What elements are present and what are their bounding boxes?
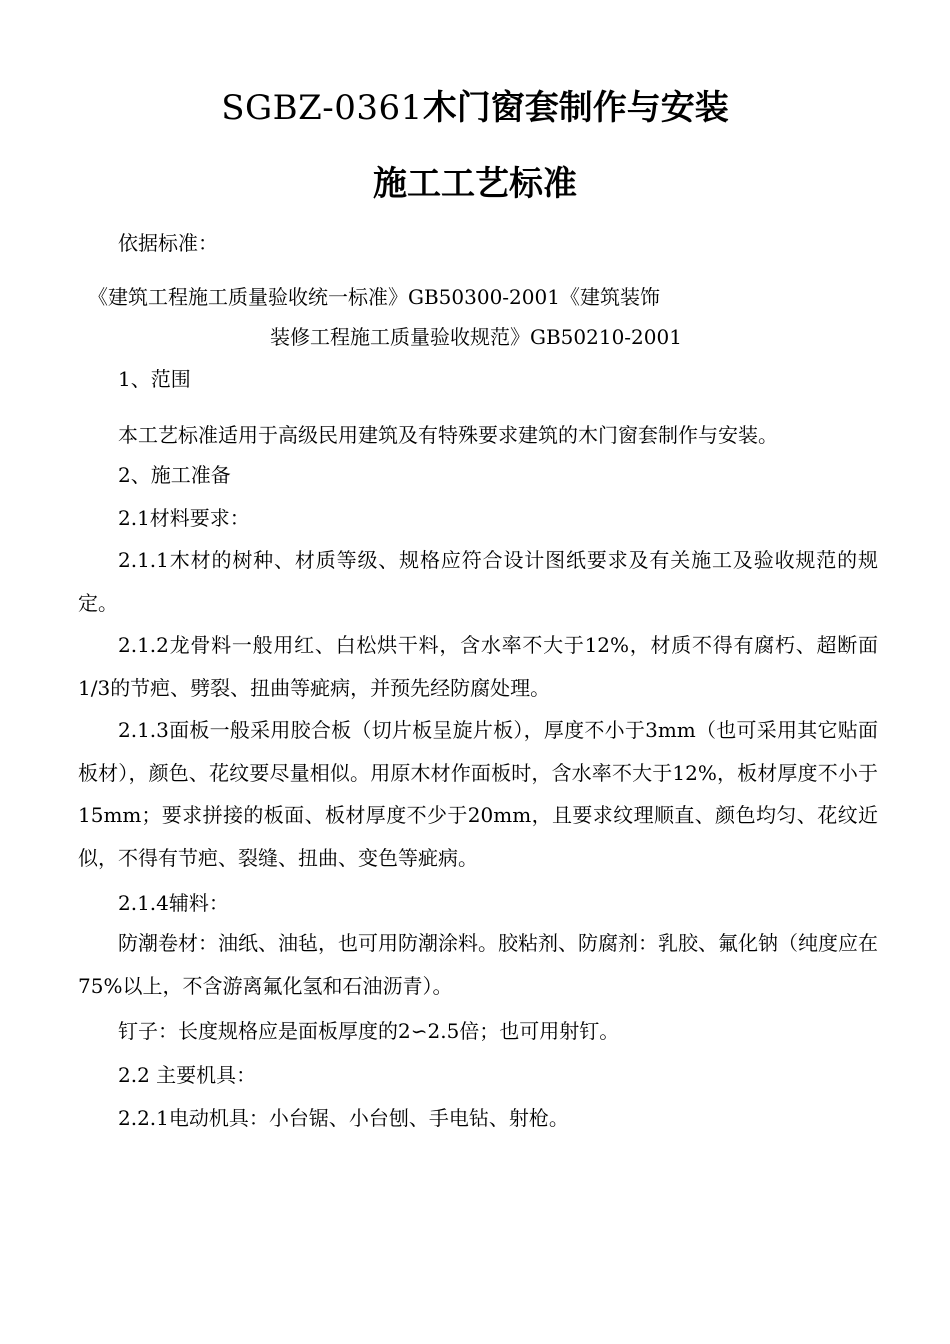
title-code: SGBZ-0361 <box>221 88 423 128</box>
paragraph-2-1-2: 2.1.2龙骨料一般用红、白松烘干料，含水率不大于12%，材质不得有腐朽、超断面1/3的节疤、劈裂、扭曲等疵病，并预先经防腐处理。 <box>78 633 878 700</box>
subsection-heading-materials: 2.1材料要求： <box>118 506 250 530</box>
subsection-heading-auxiliary: 2.1.4辅料： <box>118 891 229 915</box>
basis-standards-line-2: 装修工程施工质量验收规范》GB50210-2001 <box>270 325 682 349</box>
document-subtitle: 施工工艺标准 <box>373 164 577 204</box>
subsection-heading-tools: 2.2 主要机具： <box>118 1063 257 1087</box>
paragraph-2-1-1: 2.1.1木材的树种、材质等级、规格应符合设计图纸要求及有关施工及验收规范的规定。 <box>78 548 878 615</box>
paragraph-2-1-3: 2.1.3面板一般采用胶合板（切片板呈旋片板），厚度不小于3mm（也可采用其它贴面板材），颜色、花纹要尽量相似。用原木材作面板时，含水率不大于12%，板材厚度不小于15mm；要求拼接的板面、板材厚度不少于20mm，且要求纹理顺直、颜色均匀、花纹近似，不得有节疤、裂缝、扭曲、变色等疵病。 <box>78 718 878 870</box>
section-heading-preparation: 2、施工准备 <box>118 463 231 487</box>
basis-label: 依据标准： <box>118 231 218 255</box>
basis-standards-line-1: 《建筑工程施工质量验收统一标准》GB50300-2001《建筑装饰 <box>88 285 660 309</box>
paragraph-nails: 钉子：长度规格应是面板厚度的2∽2.5倍；也可用射钉。 <box>118 1019 620 1043</box>
section-heading-scope: 1、范围 <box>118 367 191 391</box>
title-name: 木门窗套制作与安装 <box>422 88 729 128</box>
paragraph-electric-tools: 2.2.1电动机具：小台锯、小台刨、手电钻、射枪。 <box>118 1106 569 1130</box>
document-title <box>0 84 950 132</box>
paragraph-moisture-materials: 防潮卷材：油纸、油毡，也可用防潮涂料。胶粘剂、防腐剂：乳胶、氟化钠（纯度应在75%以上，不含游离氟化氢和石油沥青）。 <box>78 931 878 998</box>
scope-paragraph: 本工艺标准适用于高级民用建筑及有特殊要求建筑的木门窗套制作与安装。 <box>118 423 778 447</box>
